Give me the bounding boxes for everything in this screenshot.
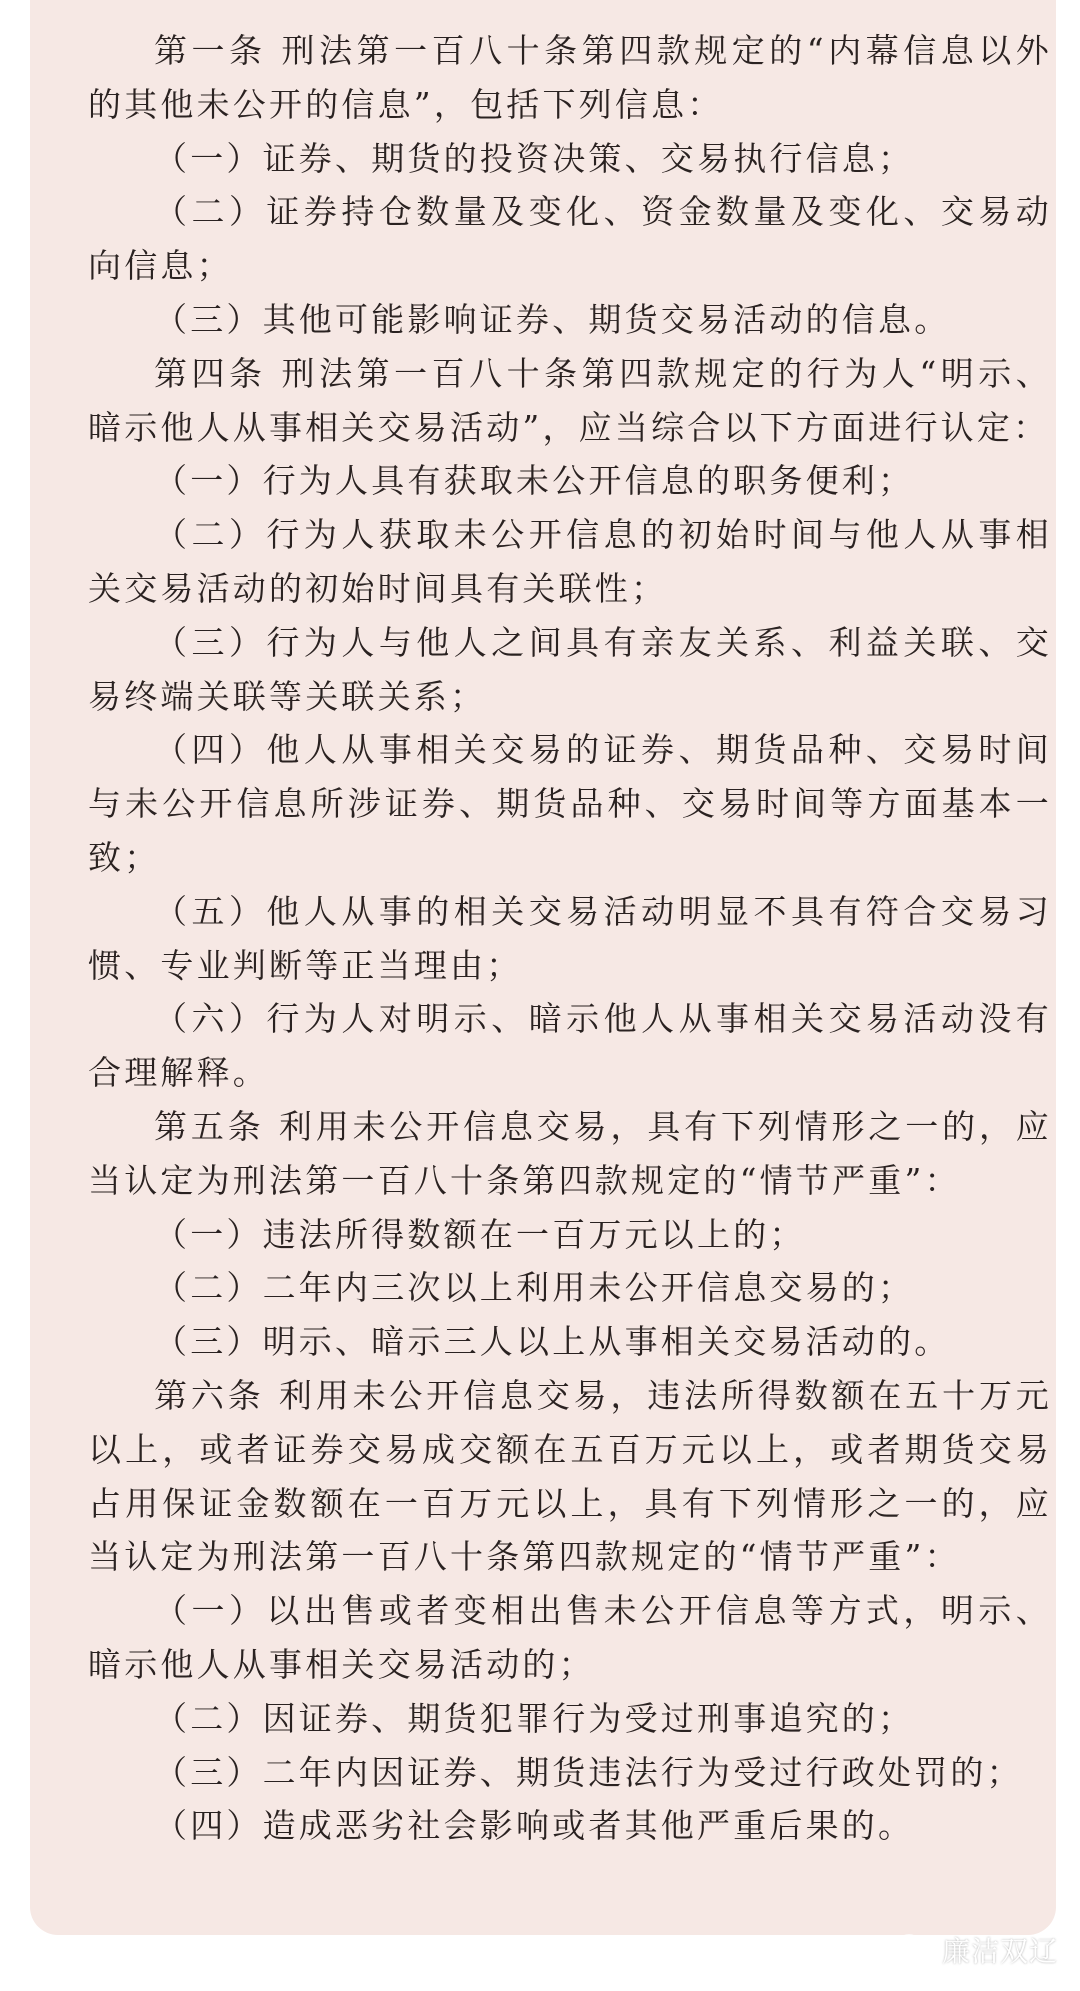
- document-card: [30, 0, 1056, 1935]
- paragraph-article-6: 第六条 利用未公开信息交易，违法所得数额在五十万元以上，或者证券交易成交额在五百万元以上，或者期货交易占用保证金数额在一百万元以上，具有下列情形之一的，应当认定为刑法第一百八十条第四款规定的“情节严重”：: [88, 1375, 1052, 1577]
- paragraph-article-5-item-3: （三）明示、暗示三人以上从事相关交易活动的。: [154, 1322, 951, 1362]
- paragraph-article-1-item-2: （二）证券持仓数量及变化、资金数量及变化、交易动向信息；: [88, 192, 1052, 286]
- paragraph-article-4: 第四条 刑法第一百八十条第四款规定的行为人“明示、暗示他人从事相关交易活动”，应当综合以下方面进行认定：: [88, 353, 1052, 447]
- paragraph-article-4-item-3: （三）行为人与他人之间具有亲友关系、利益关联、交易终端关联等关联关系；: [88, 622, 1052, 716]
- paragraph-article-5-item-1: （一）违法所得数额在一百万元以上的；: [154, 1214, 806, 1254]
- paragraph-article-6-item-1: （一）以出售或者变相出售未公开信息等方式，明示、暗示他人从事相关交易活动的；: [88, 1591, 1052, 1684]
- watermark-account-name: 廉洁双辽: [941, 1936, 1058, 1967]
- paragraph-article-5: 第五条 利用未公开信息交易，具有下列情形之一的，应当认定为刑法第一百八十条第四款规定的“情节严重”：: [88, 1106, 1052, 1200]
- paragraph-article-4-item-4: （四）他人从事相关交易的证券、期货品种、交易时间与未公开信息所涉证券、期货品种、交易时间等方面基本一致；: [88, 730, 1052, 877]
- paragraph-article-1: 第一条 刑法第一百八十条第四款规定的“内幕信息以外的其他未公开的信息”，包括下列信息：: [88, 31, 1052, 124]
- source-watermark: [894, 1927, 1058, 1973]
- paragraph-article-6-item-4: （四）造成恶劣社会影响或者其他严重后果的。: [154, 1806, 915, 1846]
- paragraph-article-4-item-2: （二）行为人获取未公开信息的初始时间与他人从事相关交易活动的初始时间具有关联性；: [88, 515, 1052, 608]
- paragraph-article-1-item-3: （三）其他可能影响证券、期货交易活动的信息。: [154, 299, 951, 339]
- paragraph-article-6-item-2: （二）因证券、期货犯罪行为受过刑事追究的；: [154, 1698, 915, 1738]
- paragraph-article-4-item-5: （五）他人从事的相关交易活动明显不具有符合交易习惯、专业判断等正当理由；: [88, 891, 1052, 985]
- wechat-icon: [894, 1933, 934, 1967]
- document-body: [88, 24, 1052, 1853]
- paragraph-article-1-item-1: （一）证券、期货的投资决策、交易执行信息；: [154, 138, 915, 178]
- paragraph-article-6-item-3: （三）二年内因证券、期货违法行为受过行政处罚的；: [154, 1752, 1023, 1792]
- paragraph-article-5-item-2: （二）二年内三次以上利用未公开信息交易的；: [154, 1268, 915, 1308]
- paragraph-article-4-item-1: （一）行为人具有获取未公开信息的职务便利；: [154, 461, 915, 501]
- paragraph-article-4-item-6: （六）行为人对明示、暗示他人从事相关交易活动没有合理解释。: [88, 999, 1052, 1093]
